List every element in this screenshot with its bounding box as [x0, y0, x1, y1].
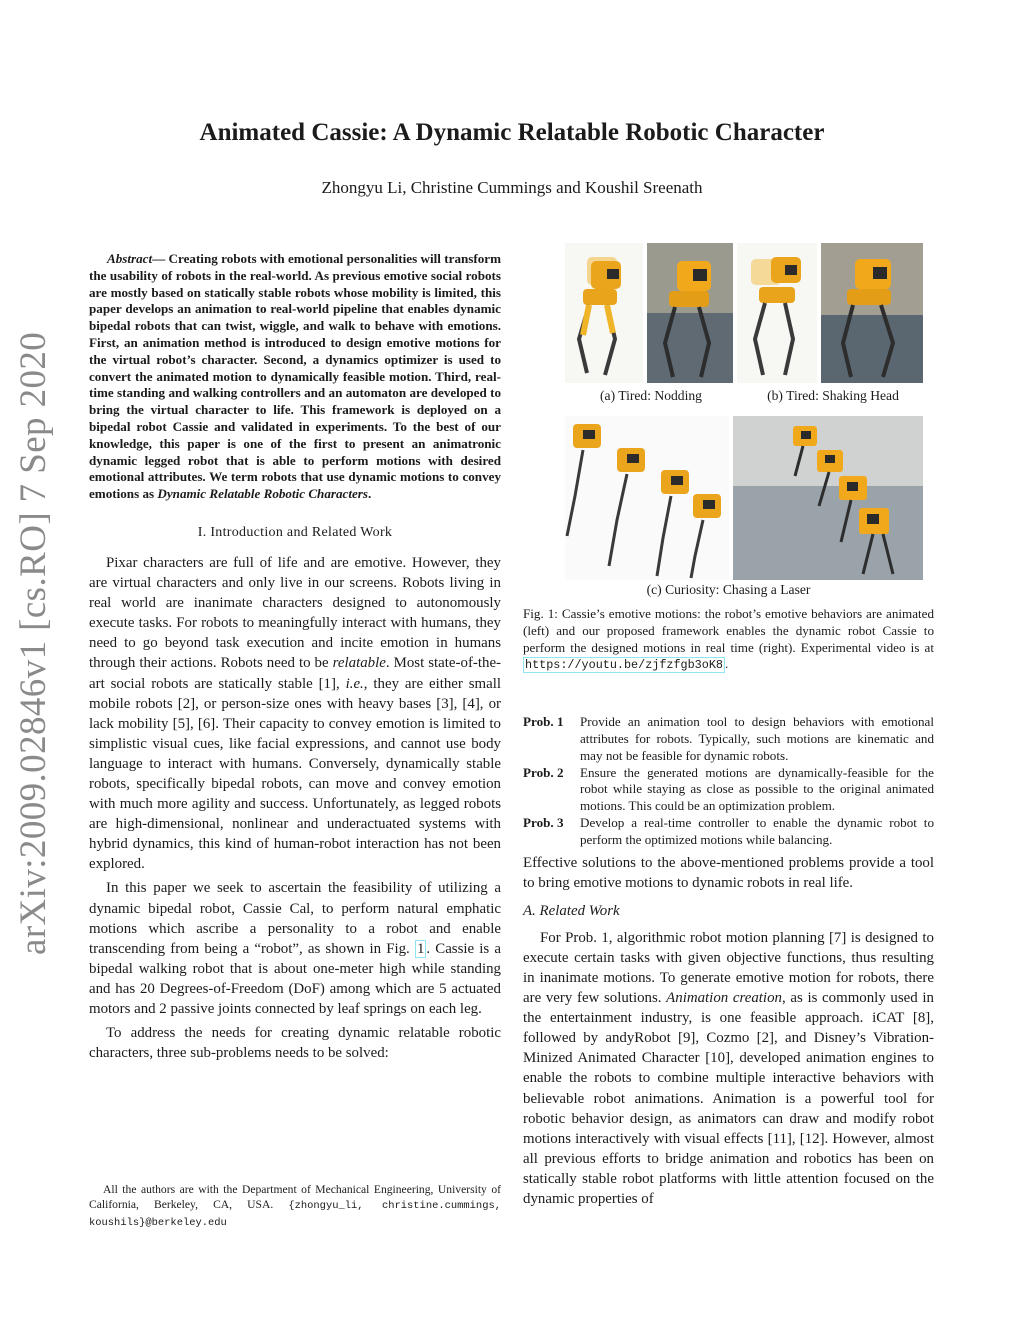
subcaption-a: (a) Tired: Nodding — [600, 388, 702, 403]
problem-label: Prob. 1 — [523, 714, 564, 730]
arxiv-stamp: arXiv:2009.02846v1 [cs.RO] 7 Sep 2020 — [13, 331, 54, 955]
figure-caption — [523, 606, 934, 674]
abstract-text: Creating robots with emotional personalities will transform the usability of robots in the real-world. As previous emotive social robots are mostly based on statically stable robots whose mobility is limited, this paper develops an animation to real-world pipeline that enables dynamic bipedal robots that can twist, wiggle, and walk to behave with emotions. First, an animation method is introduced to design emotive motions for the virtual robot’s character. Second, a dynamics optimizer is used to convert the animated motion to dynamically feasible motion. Third, real-time standing and walking controllers and an automaton are developed to bring the virtual character to life. This framework is deployed on a bipedal robot Cassie and validated in experiments. To the best of our knowledge, this paper is one of the first to present an animatronic dynamic legged robot that is able to perform motions with desired emotional attributes. We term robots that use dynamic motions to convey emotions as — [89, 251, 501, 502]
problem-item — [523, 765, 934, 815]
abstract-end: . — [367, 486, 372, 502]
intro-p2-text-a: In this paper we seek to ascertain the feasibility of utilizing a dynamic bipedal robot, Cassie Cal, to perform natural emphatic motions which ascribe a personality to a robot and enable transcending from being a “robot”, as shown in Fig. — [89, 880, 501, 957]
photo-shaking-robot — [821, 243, 923, 383]
problem-text: Develop a real-time controller to enable the dynamic robot to perform the optimized motions while balancing. — [580, 814, 934, 847]
subcaption-c: (c) Curiosity: Chasing a Laser — [646, 582, 811, 597]
author-footnote — [89, 1182, 501, 1231]
effective-paragraph: Effective solutions to the above-mentioned problems provide a tool to bring emotive motions to dynamic robots in real life. — [523, 854, 934, 891]
intro-p2-text-b: . Cassie is a bipedal walking robot that is about one-meter high while standing and has 20 Degrees-of-Freedom (DoF) among which are 5 actuated motors and 2 passive joints connected by leaf springs on each leg. — [89, 940, 501, 1018]
figure-caption-text: Fig. 1: Cassie’s emotive motions: the robot’s emotive behaviors are animated (left) and our proposed framework enables the dynamic robot Cassie to perform the designed motions in real time (right). Experimental video is at — [523, 606, 934, 655]
intro-paragraph-3: To address the needs for creating dynamic relatable robotic characters, three sub-problems needs to be solved: — [89, 1025, 501, 1062]
intro-paragraph-1 — [89, 553, 501, 875]
abstract-dash: — — [152, 251, 166, 266]
photo-curiosity-robot — [733, 416, 923, 580]
related-text-a: For Prob. 1, algorithmic robot motion planning [7] is designed to execute certain tasks with given objective functions, thus resulting in inanimate motions. To generate emotive motion for robots, there are very few solutions. — [523, 929, 934, 1007]
paper-title: Animated Cassie: A Dynamic Relatable Robotic Character — [199, 119, 825, 146]
photo-shaking-animation — [737, 243, 817, 383]
figure-1 — [523, 240, 934, 600]
figure-ref-link[interactable]: 1 — [416, 940, 425, 957]
footnote-text: All the authors are with the Department of Mechanical Engineering, University of California, Berkeley, CA, USA. — [89, 1183, 501, 1211]
related-text-b: , as is commonly used in the entertainment industry, is one feasible approach. iCAT [8], followed by andyRobot [9], Cozmo [2], and Disney’s Vibration-Minized Animated Character [10], developed animation engines to enable the robots to combine multiple interactive behaviors with believable robot animations. Animation is a powerful tool for robotic behavior design, as animators can draw and modify robot motions interactively with visual effects [11], [12]. However, almost all previous efforts to bridge animation and robotics has been on statically stable robot platforms with little attention focused on the dynamic properties of — [523, 990, 934, 1207]
video-link[interactable]: https://youtu.be/zjfzfgb3oK8 — [525, 658, 723, 673]
intro-p1-text-c: , they are either small mobile robots [2], or person-size ones with heavy bases [3], [4], or lack mobility [5], [6]. Their capacity to convey emotion is limited to simplistic visual cues, like facial expressions, and cannot use body language to interact with humans. Conversely, dynamically stable robots, specifically bipedal robots, can move and convey emotion with much more agility and success. Unfortunately, as legged robots are high-dimensional, nonlinear and underactuated systems with hybrid dynamics, this kind of human-robot interaction has not been explored. — [89, 675, 501, 873]
intro-p1-text-b: . Most state-of-the-art social robots are statically stable [1], — [89, 655, 502, 692]
author-list: Zhongyu Li, Christine Cummings and Koushil Sreenath — [321, 178, 703, 197]
figure-caption-end: . — [724, 656, 729, 672]
problem-item — [523, 714, 934, 764]
subcaption-b: (b) Tired: Shaking Head — [767, 388, 899, 403]
problem-label: Prob. 2 — [523, 764, 564, 780]
abstract — [89, 251, 501, 503]
problem-item — [523, 815, 934, 849]
photo-nodding-robot — [647, 243, 733, 383]
problem-text: Ensure the generated motions are dynamically-feasible for the robot while staying as close as possible to the original animated motions. This could be an optimization problem. — [580, 764, 934, 814]
photo-curiosity-animation — [565, 416, 729, 580]
intro-p1-ie: i.e. — [345, 675, 364, 692]
footnote-emails: {zhongyu_li, christine.cummings, koushils}@berkeley.edu — [89, 1200, 501, 1229]
intro-paragraph-2 — [89, 878, 501, 1019]
intro-p1-relatable: relatable — [332, 655, 386, 672]
problem-label: Prob. 3 — [523, 814, 564, 830]
right-column — [523, 240, 934, 1209]
abstract-term: Dynamic Relatable Robotic Characters — [157, 486, 368, 502]
related-term: Animation creation — [666, 990, 782, 1007]
problem-text: Provide an animation tool to design behaviors with emotional attributes for robots. Typically, such motions are kinematic and may not be feasible for dynamic robots. — [580, 714, 934, 763]
intro-p1-text-a: Pixar characters are full of life and are emotive. However, they are virtual characters and only live in our screens. Robots living in real world are inanimate characters designed to autonomously execute tasks. For robots to meaningfully interact with humans, they need to go beyond task execution and incite emotion in humans through their actions. Robots need to be — [89, 554, 501, 672]
photo-nodding-animation — [565, 243, 643, 383]
abstract-label: Abstract — [107, 251, 153, 266]
left-column — [89, 251, 501, 1063]
related-paragraph — [523, 928, 934, 1209]
problem-list — [523, 714, 934, 848]
subsection-heading-related: A. Related Work — [523, 902, 620, 919]
section-heading-intro: I. Introduction and Related Work — [197, 524, 393, 540]
